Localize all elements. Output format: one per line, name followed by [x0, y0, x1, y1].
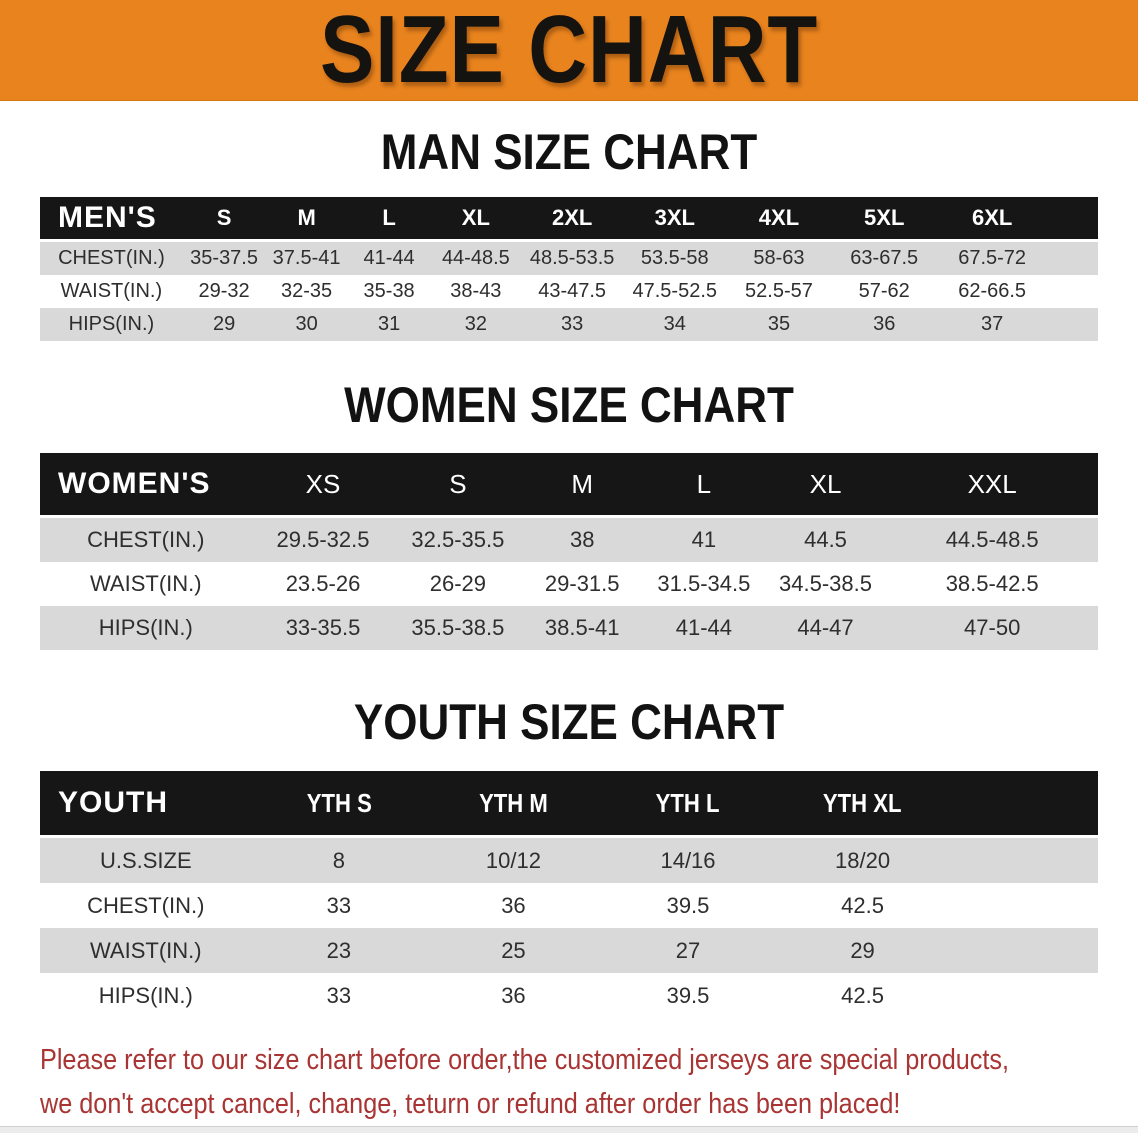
man-size-chart-title: MAN SIZE CHART	[380, 124, 758, 180]
cell: 14/16	[601, 838, 776, 883]
row-label: WAIST(IN.)	[40, 562, 252, 606]
women-hips-row	[40, 606, 1098, 650]
men-size-header: S	[216, 205, 232, 230]
cell: 34	[623, 308, 727, 341]
cell-filler	[950, 973, 1098, 1018]
cell: 41	[643, 518, 765, 562]
cell: 34.5-38.5	[765, 562, 887, 606]
cell: 43-47.5	[521, 275, 623, 308]
cell: 38-43	[430, 275, 521, 308]
youth-hips-row	[40, 973, 1098, 1018]
youth-size-header: YTH M	[479, 787, 548, 818]
cell: 41-44	[348, 242, 431, 275]
men-chest-row	[40, 242, 1098, 275]
cell: 8	[252, 838, 427, 883]
women-chest-row	[40, 518, 1098, 562]
youth-size-table	[40, 771, 1098, 1018]
women-waist-row	[40, 562, 1098, 606]
youth-ussize-row	[40, 838, 1098, 883]
cell: 29.5-32.5	[252, 518, 395, 562]
cell: 33	[521, 308, 623, 341]
women-size-table	[40, 453, 1098, 650]
youth-header-filler	[950, 771, 1098, 838]
men-hips-row	[40, 308, 1098, 341]
women-size-header: L	[696, 468, 712, 499]
cell-filler	[950, 883, 1098, 928]
women-size-header: M	[571, 468, 594, 499]
cell-filler	[1047, 308, 1098, 341]
men-size-header: 2XL	[551, 205, 593, 230]
cell: 29	[775, 928, 950, 973]
cell: 38.5-42.5	[886, 562, 1098, 606]
cell: 31	[348, 308, 431, 341]
cell: 33	[252, 973, 427, 1018]
men-size-header: 3XL	[654, 205, 695, 230]
cell: 35-37.5	[183, 242, 266, 275]
cell: 33	[252, 883, 427, 928]
cell: 30	[265, 308, 348, 341]
men-table-corner-label: MEN'S	[58, 201, 157, 234]
youth-size-header: YTH S	[306, 787, 372, 818]
youth-size-header: YTH L	[656, 787, 720, 818]
cell: 36	[426, 973, 601, 1018]
women-size-header: S	[449, 468, 467, 499]
youth-waist-row	[40, 928, 1098, 973]
row-label: HIPS(IN.)	[40, 308, 183, 341]
youth-table-corner-label: YOUTH	[58, 786, 168, 819]
row-label: WAIST(IN.)	[40, 928, 252, 973]
row-label: U.S.SIZE	[40, 838, 252, 883]
cell: 41-44	[643, 606, 765, 650]
cell-filler	[1047, 275, 1098, 308]
cell: 47-50	[886, 606, 1098, 650]
cell: 32	[430, 308, 521, 341]
cell: 29	[183, 308, 266, 341]
disclaimer-line-2: we don't accept cancel, change, teturn or refund after order has been placed!	[40, 1088, 901, 1120]
cell: 29-31.5	[521, 562, 643, 606]
women-table-corner-label: WOMEN'S	[58, 467, 211, 500]
cell: 23	[252, 928, 427, 973]
cell: 63-67.5	[831, 242, 937, 275]
youth-size-chart-title: YOUTH SIZE CHART	[353, 694, 785, 750]
cell-filler	[1047, 242, 1098, 275]
men-header-filler	[1047, 197, 1098, 242]
cell: 35.5-38.5	[394, 606, 521, 650]
cell-filler	[950, 838, 1098, 883]
cell: 38	[521, 518, 643, 562]
cell: 37.5-41	[265, 242, 348, 275]
row-label: HIPS(IN.)	[40, 973, 252, 1018]
size-chart-banner	[0, 0, 1138, 101]
cell: 35	[727, 308, 832, 341]
row-label: CHEST(IN.)	[40, 242, 183, 275]
row-label: HIPS(IN.)	[40, 606, 252, 650]
cell: 38.5-41	[521, 606, 643, 650]
men-size-header: XL	[461, 205, 490, 230]
cell: 27	[601, 928, 776, 973]
cell: 33-35.5	[252, 606, 395, 650]
cell: 42.5	[775, 883, 950, 928]
cell: 52.5-57	[727, 275, 832, 308]
cell: 31.5-34.5	[643, 562, 765, 606]
disclaimer-line-1: Please refer to our size chart before order,the customized jerseys are special products,	[40, 1044, 1010, 1076]
men-waist-row	[40, 275, 1098, 308]
cell: 67.5-72	[937, 242, 1047, 275]
men-header-row	[40, 197, 1098, 242]
cell: 23.5-26	[252, 562, 395, 606]
cell: 44.5	[765, 518, 887, 562]
men-size-header: 6XL	[971, 205, 1013, 230]
cell: 44-47	[765, 606, 887, 650]
youth-size-header: YTH XL	[823, 787, 902, 818]
cell: 47.5-52.5	[623, 275, 727, 308]
cell: 35-38	[348, 275, 431, 308]
men-size-header: M	[297, 205, 316, 230]
cell: 44.5-48.5	[886, 518, 1098, 562]
cell: 58-63	[727, 242, 832, 275]
cell: 42.5	[775, 973, 950, 1018]
women-size-header: XL	[809, 468, 842, 499]
cell: 62-66.5	[937, 275, 1047, 308]
youth-header-row	[40, 771, 1098, 838]
cell: 39.5	[601, 973, 776, 1018]
cell: 36	[426, 883, 601, 928]
row-label: CHEST(IN.)	[40, 883, 252, 928]
women-header-row	[40, 453, 1098, 518]
women-size-header: XXL	[967, 468, 1017, 499]
cell: 39.5	[601, 883, 776, 928]
cell: 18/20	[775, 838, 950, 883]
cell: 57-62	[831, 275, 937, 308]
men-size-table	[40, 197, 1098, 341]
women-size-header: XS	[305, 468, 341, 499]
row-label: WAIST(IN.)	[40, 275, 183, 308]
cell: 36	[831, 308, 937, 341]
cell: 32-35	[265, 275, 348, 308]
cell: 25	[426, 928, 601, 973]
youth-chest-row	[40, 883, 1098, 928]
cell: 53.5-58	[623, 242, 727, 275]
women-size-chart-title: WOMEN SIZE CHART	[344, 377, 794, 433]
row-label: CHEST(IN.)	[40, 518, 252, 562]
cell-filler	[950, 928, 1098, 973]
cell: 29-32	[183, 275, 266, 308]
cell: 37	[937, 308, 1047, 341]
men-size-header: 5XL	[864, 205, 905, 230]
cell: 26-29	[394, 562, 521, 606]
banner-title: SIZE CHART	[319, 0, 819, 103]
disclaimer-text	[40, 1038, 1010, 1126]
cell: 10/12	[426, 838, 601, 883]
cell: 48.5-53.5	[521, 242, 623, 275]
cell: 32.5-35.5	[394, 518, 521, 562]
men-size-header: L	[382, 205, 396, 230]
cell: 44-48.5	[430, 242, 521, 275]
men-size-header: 4XL	[758, 205, 800, 230]
